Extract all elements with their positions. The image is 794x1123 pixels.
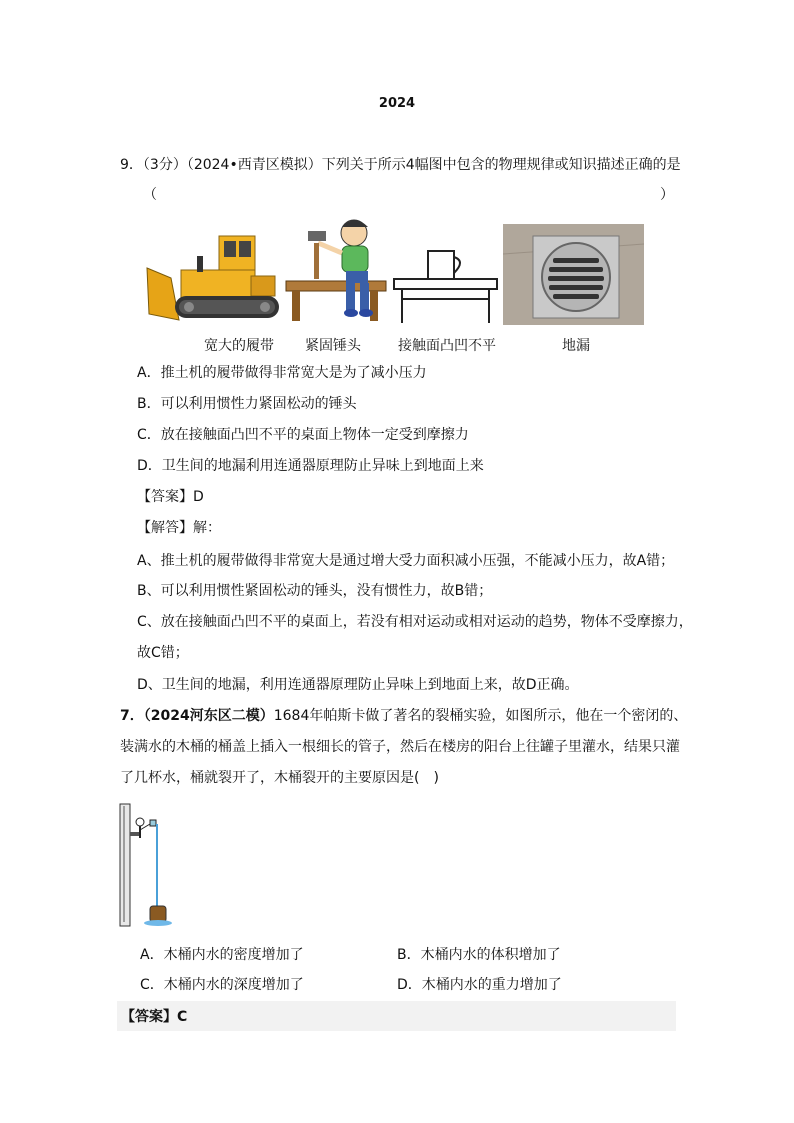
caption-hammer: 紧固锤头 — [305, 338, 361, 354]
pascal-barrel-image — [118, 802, 174, 928]
page-header-year: 2024 — [378, 96, 416, 111]
q9-answer-value: D — [193, 489, 204, 505]
q9-analysis-d: D、卫生间的地漏，利用连通器原理防止异味上到地面上来，故D正确。 — [137, 677, 579, 693]
q9-analysis-heading — [137, 518, 221, 538]
q9-answer-label: 【答案】 — [137, 489, 193, 505]
floor-drain-image — [503, 224, 644, 325]
q7-answer-value: C — [177, 1009, 188, 1025]
q9-analysis-c-cont: 故C错； — [137, 645, 189, 661]
cup-table-image — [392, 247, 499, 325]
q9-analysis-b: B、可以利用惯性紧固松动的锤头，没有惯性力，故B错； — [137, 583, 493, 599]
q7-answer-label: 【答案】 — [121, 1009, 177, 1025]
q7-line-2: 装满水的木桶的桶盖上插入一根细长的管子，然后在楼房的阳台上往罐子里灌水，结果只灌 — [120, 739, 680, 755]
q9-stem: 9．（3分）（2024•西青区模拟）下列关于所示4幅图中包含的物理规律或知识描述正确的是 — [120, 157, 681, 173]
q9-answer — [137, 487, 204, 507]
q9-paren-close: ） — [660, 187, 674, 203]
caption-drain: 地漏 — [562, 338, 590, 354]
q7-option-a: A．木桶内水的密度增加了 — [140, 947, 304, 963]
q9-option-a: A．推土机的履带做得非常宽大是为了减小压力 — [137, 365, 427, 381]
q7-option-d: D．木桶内水的重力增加了 — [397, 977, 562, 993]
q9-analysis-c: C、放在接触面凸凹不平的桌面上，若没有相对运动或相对运动的趋势，物体不受摩擦力， — [137, 614, 693, 630]
q9-option-b: B．可以利用惯性力紧固松动的锤头 — [137, 396, 357, 412]
q7-option-b: B．木桶内水的体积增加了 — [397, 947, 561, 963]
caption-surface: 接触面凸凹不平 — [398, 338, 496, 354]
q7-option-c: C．木桶内水的深度增加了 — [140, 977, 304, 993]
hammer-bench-image — [284, 213, 390, 325]
q7-source: 7．（2024河东区二模） — [120, 708, 274, 724]
q9-analysis-label: 【解答】 — [137, 520, 193, 536]
q9-option-d: D．卫生间的地漏利用连通器原理防止异味上到地面上来 — [137, 458, 484, 474]
bulldozer-image — [141, 228, 287, 324]
q7-line-3: 了几杯水，桶就裂开了，木桶裂开的主要原因是( ) — [120, 770, 439, 786]
q9-option-c: C．放在接触面凸凹不平的桌面上物体一定受到摩擦力 — [137, 427, 469, 443]
caption-track: 宽大的履带 — [204, 338, 274, 354]
q7-answer — [121, 1007, 187, 1027]
q7-stem-first-line — [120, 706, 687, 726]
q9-analysis-a: A、推土机的履带做得非常宽大是通过增大受力面积减小压强，不能减小压力，故A错； — [137, 553, 675, 569]
q9-paren-open: （ — [143, 187, 157, 203]
q9-analysis-prefix: 解： — [193, 520, 221, 536]
q7-answer-bar — [117, 1001, 676, 1031]
q7-line-1: 1684年帕斯卡做了著名的裂桶实验，如图所示，他在一个密闭的、 — [273, 708, 688, 724]
